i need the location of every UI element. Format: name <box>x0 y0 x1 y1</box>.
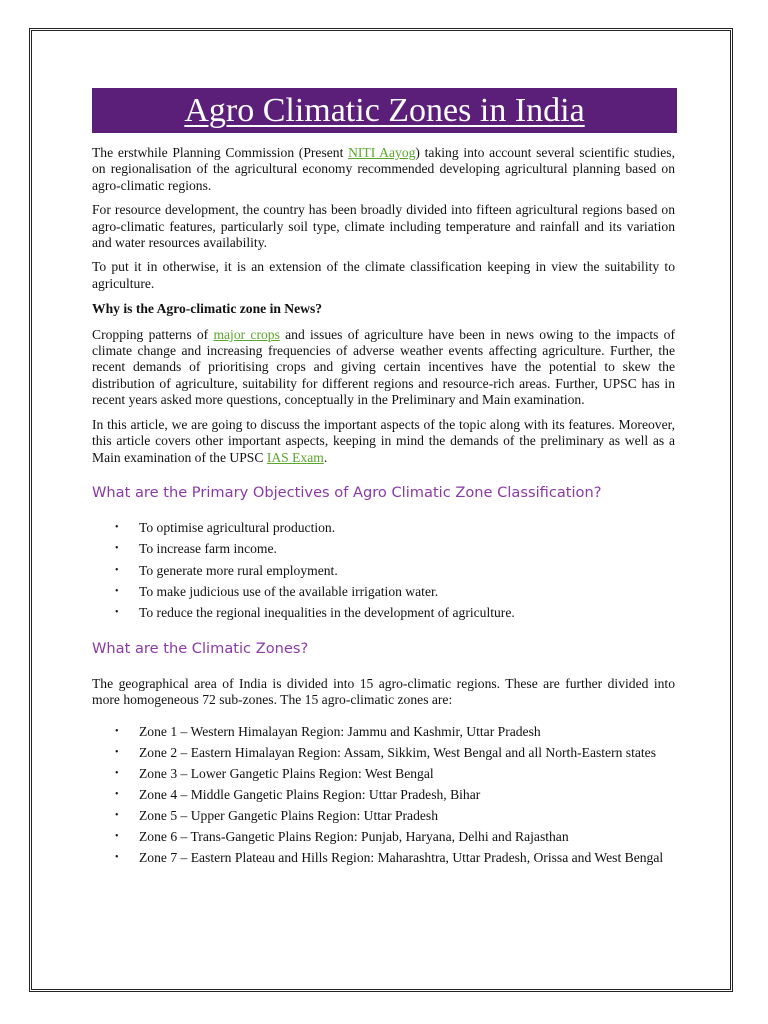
bullet-icon: • <box>115 543 119 555</box>
bullet-icon: • <box>115 564 119 576</box>
bullet-icon: • <box>115 810 119 822</box>
niti-aayog-link[interactable]: NITI Aayog <box>348 145 416 160</box>
news-text-2a: In this article, we are going to discuss the important aspects of the topic along with its features. Moreover, this article covers other important aspects, keeping in mind the demands of the preliminary as well as a Main examination of the UPSC <box>92 416 675 465</box>
news-text-1b: and issues of agriculture have been in news owing to the impacts of climate change and increasing frequencies of adverse weather events affecting agriculture. Further, the recent demands of prioritising crops and giving certain incentives have the potential to skew the distribution of agriculture, suitability for different regions and resource-rich areas. Further, UPSC has in recent years asked more questions, conceptually in the Preliminary and Main examination. <box>92 326 675 408</box>
list-item <box>92 563 675 579</box>
document-body <box>92 88 675 871</box>
news-text-2b: . <box>323 449 328 465</box>
zones-intro: The geographical area of India is divided into 15 agro-climatic regions. These are further divided into more homogeneous 72 sub-zones. The 15 agro-climatic zones are: <box>92 675 675 707</box>
zone-text: Zone 4 – Middle Gangetic Plains Region: Uttar Pradesh, Bihar <box>139 787 481 803</box>
page-title: Agro Climatic Zones in India <box>184 92 585 129</box>
objective-text: To optimise agricultural production. <box>139 519 336 535</box>
list-item <box>92 541 675 557</box>
intro-paragraph-1 <box>92 145 675 194</box>
zones-heading: What are the Climatic Zones? <box>92 639 309 657</box>
objectives-heading: What are the Primary Objectives of Agro Climatic Zone Classification? <box>92 483 602 501</box>
list-item <box>92 745 675 761</box>
bullet-icon: • <box>115 585 119 597</box>
bullet-icon: • <box>115 852 119 864</box>
intro-text-1a: The erstwhile Planning Commission (Present <box>92 145 349 160</box>
intro-paragraph-3: To put it in otherwise, it is an extension of the climate classification keeping in view the suitability to agriculture. <box>92 259 675 291</box>
bullet-icon: • <box>115 726 119 738</box>
ias-exam-link[interactable]: IAS Exam <box>266 449 324 465</box>
zones-list <box>92 724 675 866</box>
list-item <box>92 724 675 740</box>
objective-text: To reduce the regional inequalities in the development of agriculture. <box>139 605 515 621</box>
major-crops-link[interactable]: major crops <box>213 326 280 342</box>
news-paragraph-2 <box>92 417 675 466</box>
list-item <box>92 829 675 845</box>
zone-text: Zone 6 – Trans-Gangetic Plains Region: Punjab, Haryana, Delhi and Rajasthan <box>139 829 569 845</box>
bullet-icon: • <box>115 789 119 801</box>
news-paragraph-1 <box>92 327 675 409</box>
bullet-icon: • <box>115 747 119 759</box>
zone-text: Zone 7 – Eastern Plateau and Hills Region: Maharashtra, Uttar Pradesh, Orissa and West Bengal <box>139 850 664 866</box>
list-item <box>92 520 675 536</box>
objective-text: To generate more rural employment. <box>139 562 338 578</box>
intro-text-1b: ) taking into account several scientific studies, on regionalisation of the agricultural economy recommended developing agricultural planning based on agro-climatic regions. <box>92 145 675 193</box>
title-banner <box>92 88 677 133</box>
list-item <box>92 766 675 782</box>
objectives-list <box>92 520 675 622</box>
zone-text: Zone 5 – Upper Gangetic Plains Region: Uttar Pradesh <box>139 808 438 824</box>
list-item <box>92 584 675 600</box>
zone-text: Zone 2 – Eastern Himalayan Region: Assam, Sikkim, West Bengal and all North-Eastern states <box>139 745 656 761</box>
bullet-icon: • <box>115 521 119 533</box>
zone-text: Zone 1 – Western Himalayan Region: Jammu and Kashmir, Uttar Pradesh <box>139 724 541 740</box>
news-text-1a: Cropping patterns of <box>92 326 214 342</box>
objective-text: To make judicious use of the available irrigation water. <box>139 583 439 599</box>
news-heading: Why is the Agro-climatic zone in News? <box>92 301 323 317</box>
zone-text: Zone 3 – Lower Gangetic Plains Region: West Bengal <box>139 766 434 782</box>
intro-paragraph-2: For resource development, the country has been broadly divided into fifteen agricultural regions based on agro-climatic features, particularly soil type, climate including temperature and rainfall and its variation and water resources availability. <box>92 202 675 251</box>
bullet-icon: • <box>115 768 119 780</box>
list-item <box>92 850 675 866</box>
list-item <box>92 605 675 621</box>
objective-text: To increase farm income. <box>139 541 277 557</box>
list-item <box>92 808 675 824</box>
bullet-icon: • <box>115 831 119 843</box>
list-item <box>92 787 675 803</box>
bullet-icon: • <box>115 607 119 619</box>
